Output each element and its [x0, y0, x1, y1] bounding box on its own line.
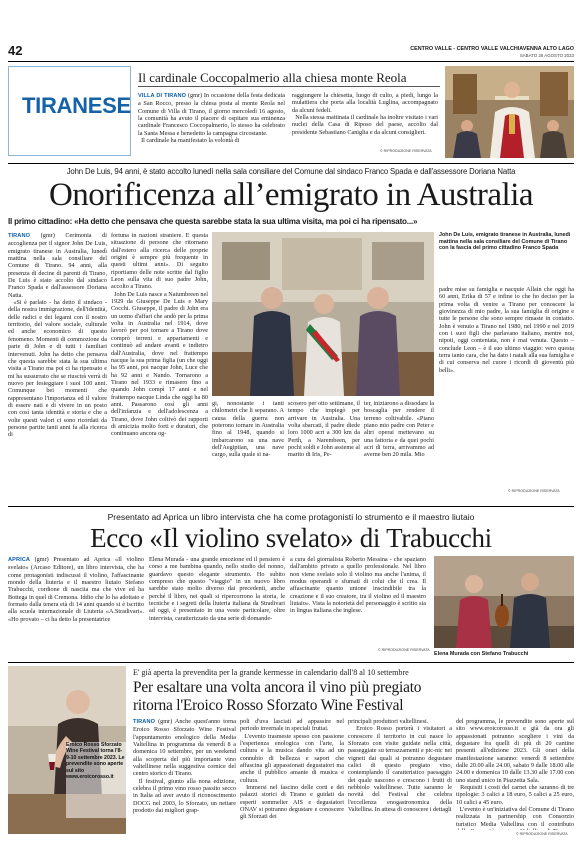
section-header: CENTRO VALLE - CENTRO VALLE VALCHIAVENNA ALTO LAGO	[410, 46, 574, 52]
article2-bottom-rule	[8, 506, 574, 507]
article2-col2: fortuna in nazioni straniere. E questa situazione di persone che ritornano dall'estero alla ricerca delle proprie origini è sempre più frequente in questi ultimi anni». Di seguito riportiamo delle note scritte dal figlio Leon sulla vita di suo padre John, accolto a Tirano. John De Luis nasce a Natumbreen nel 1929 da Giuseppe De Luis e Mary Cocchi. Giuseppe, il padre di John era un uomo d'affari che andò per la prima volta in Australia nel 1914, dove lavorò per poi tornare a Tirano dove comprò terreni e appartamenti e continuò ad andare avanti e indietro dall'Australia, dove nel frattempo nacque la sua prima figlia (un che oggi ha 95 anni, poi nacque John, Luce che ha 92 anni e Nando. Tornarono a Tirano nel 1933 e rimasero fino a quando John compì 17 anni e nel frattempo nacque Linda che oggi ha 80 anni. Passarono così gli anni dell'infanzia e dell'adolescenza a Tirano, dove John coltivò dei rapporti di amicizia molto forti e duraturi, che continuano ancora og-	[111, 232, 208, 438]
cardinal-photo-image	[445, 66, 574, 158]
trabucchi-photo-image	[434, 556, 574, 648]
section-label: TIRANESE	[22, 93, 131, 118]
article1-rule	[138, 86, 440, 87]
article2-photo-caption: John De Luis, emigrato tiranese in Australia, lunedì mattina nella sala consiliare del Comune di Tirano con la fascia del primo cittadino Franco Spada	[439, 232, 571, 252]
trabucchi-photo	[434, 556, 574, 648]
article4-photo-caption: Eroico Rosso Sforzato Wine Festival torna l'8-9-10 settembre 2023. Le prevendite sono aperte sul sito www.eroicorosso.it	[66, 742, 126, 818]
deluis-photo	[212, 232, 434, 396]
article2-subheadline: Il primo cittadino: «Ha detto che pensava che questa sarebbe stata la sua ultima visita, ma poi ci ha ripensato...»	[8, 217, 418, 226]
cardinal-photo	[445, 66, 574, 158]
article1-credit: © RIPRODUZIONE RISERVATA	[380, 149, 432, 153]
article3-photo-caption: Elena Murada con Stefano Trabucchi	[434, 651, 529, 657]
page-number: 42	[8, 43, 23, 58]
article2-overline: John De Luis, 94 anni, è stato accolto lunedì nella sala consiliare del Comune dal sindaco Franco Spada e dall'assessore Doriana Natta	[66, 167, 516, 176]
article3-headline: Ecco «Il violino svelato» di Trabucchi	[90, 523, 492, 553]
article4-overline: E' già aperta la prevendita per la grande kermesse in calendario dall'8 al 10 settembre	[133, 668, 409, 677]
article3-credit: © RIPRODUZIONE RISERVATA	[378, 648, 430, 652]
article2-col4: scosero per otto settimane, il tempo che impiegò per arrivare in Australia. Una volta sbarcati, il padre diede loro 1000 acri a 300 km da Perth, a Narembeen, per pochi soldi e John assieme al marito di Iris, Pe-	[288, 400, 360, 459]
article2-col3: gi, nonostante i tanti chilometri che li separano. A causa della guerra non poterono tornare in Australia fino al 1948, quando si imbarcarono su una nave dell'Aegiptian, una nave cargo, sulla quale si na-	[212, 400, 284, 459]
article1-col1: VILLA DI TIRANO (gmr) In occasione della festa dedicata a San Rocco, presso la chiesa posta al monte Reola nel Comune di Villa di Tirano, il giorno mercoledì 16 agosto, la comunità ha avuto il piacere di ospitare sua eminenza cardinale Francesco Coccopalmerio, lo stesso ha celebrato la Santa Messa e benedetto la campagna circostante. Il cardinale ha manifestato la volontà di	[138, 92, 285, 145]
article4-col3: principali produttori valtellinesi. Eroico Rosso porterà i visitatori a conoscere il territorio in cui nasce lo Sforzato con visite guidate nella città, passeggiate su terrazzamenti e pic-nic nei vigneti dai quali si potranno degustare calici di questo pregiato vino, contemplando il caratteristico paesaggio dei quale nascono e crescono i frutti di nebbiolo valtellinese. Tutte saranno le novità del Festival che celebra l'eccellenza enogastronomica della Valtellina. In attesa di conoscere i dettagli	[348, 718, 452, 814]
issue-date: SABATO 26 AGOSTO 2023	[519, 53, 574, 58]
article2-credit: © RIPRODUZIONE RISERVATA	[508, 489, 560, 493]
article4-credit: © RIPRODUZIONE RISERVATA	[516, 832, 568, 836]
article2-col6: padre mise su famiglia e nacquie Allain che oggi ha 60 anni, Erika di 57 e infine io che ho deciso per la prima volta di venire a Tirano per conoscere la giovinezza di mio padre, la sua famiglia di origine e tutte le persone che sono sempre rimaste in contatto. John è venuto a Tirano nel 1980, nel 1990 e nel 2019 con i suoi figli che parlavano italiano, mentre noi, nipoti, oggi contentata, non è mai venuta. Questo – conclude Leon – è il suo ultimo viaggio: vero questa terra tanto cara, che ha dato i natali alla sua famiglia e di cui conserva nel cuore i ricordi di gioventù più belli».	[439, 286, 574, 374]
article2-col1: TIRANO (gmr) Cerimonia di accoglienza per il signor John De Luis, emigrato tiranese in Australia, lunedì mattina nella sala consiliare del Comune di Tirano. 94 anni, alla presenza di decine di parenti di Tirano, De Luis è stato accolto dal sindaco Franco Spada e dall'assessore Doriana Natta. «Si è parlato - ha detto il sindaco - della nostra immigrazione, dell'identità, delle radici e dei legami con il nostro territorio, del valore sociale, culturale ed anche economico di questo fenomeno. Momenti di commozione da parte di John e di tutti i familiari intervenuti. John ha detto che pensava che questa sarebbe stata la sua ultima visita a Tirano ma poi ci ha ripensato e mi ha sussurrato che se riuscirà verrà di nuovo per festeggiare i suoi 100 anni. Comunque bei momenti che rappresentano l'importanza ed il valore di essere nati e di vivere in un posto con così tanta identità e storia e che a volte questi valori ci sono ricordati da persone partite tanti anni fa alla ricerca di	[8, 232, 107, 439]
article3-col2: Elena Murada - una grande emozione ed il pensiero è corso a me bambina quando, nello studio del nonno, guardavo questo elegante strumento. Ho subito compreso che questo "viaggio" in un nuovo libro sarebbe stato molto diverso dai precedenti, anche perché il libro, nei quali si ripercorrono la storia, le tecniche e i segreti della liuteria italiana da Stradivari ad oggi, è presentato in una veste particolare, oltre intervista, caratterizzato da una serie di domande-	[149, 556, 285, 622]
article2-headline: Onorificenza all’emigrato in Australia	[48, 177, 534, 213]
article4-headline-line1: Per esaltare una volta ancora il vino più pregiato	[133, 679, 422, 696]
article1-bottom-rule	[8, 163, 574, 164]
article4-col4: del programma, le prevendite sono aperte sul sito www.eroicorosso.it e già da ora gli appassionati potranno scegliere i vini da degustare fra quelli di più di 20 cantine presenti all'edizione 2023. Gli orari della manifestazione saranno: venerdì 8 settembre dalle 20.00 alle 24.00, sabato 9 dalle 18.00 alle 24.00 e domenica 10 dalle 13.30 alle 17.00 con uno stand unico in Piazzetta Sala. Requisiti i costi del carnet che saranno di tre tipologie: 3 calici a 18 euro, 5 calici a 25 euro, 10 calici a 45 euro. L'evento è un'iniziativa del Comune di Tirano realizzata in partnership con Consorzio turistico Media Valtellina con il contributo	[456, 718, 574, 828]
article2-col5: ter, iniziarono a dissodare la boscaglia per rendere il terreno coltivabile. «Piano piano mio padre con Peter e altri operai mettevano su una fattoria e da quei pochi acri di terra, arrivammo ad averne ben 20 mila. Mio	[364, 400, 434, 459]
article3-bottom-rule	[8, 662, 574, 663]
article3-col1: APRICA (gmr) Presentato ad Aprica «Il violino svelato» (Arcaso Editore), un libro intervista, che ha come protagonisti indiscussi il violino, l'affascinante mondo della liuteria e il maestro liutaio Stefano Trabucchi, cordione di nascita ma che vive ed ha Bottega in quel di Cremona. Iddio che lo ha adottato e formato dalla tenera età di 14 anni quando si è iscritto alla scuola internazionale di Liuteria «A.Stradivari». «Ho provato – ci ha detto la presentatrice	[8, 556, 144, 623]
article3-col3: a cura del giornalista Roberto Messina - che spaziano dall'ambito privato a quello professionale. Nel libro non viene svelato solo il violino ma anche l'anima, il modus operandi e sfumati di colui che il crea. Il affascinante quanto unione inscindibile tra la creazione e il suo creatore, tra il violino ed il maestro liutaio». Vista la notorietà del personaggio è scritto sia in lingua italiana che inglese.	[290, 556, 426, 615]
article4-col1: TIRANO (gmr) Anche quest'anno torna Eroico Rosso Sforzato Wine Festival l'appuntamento enologico della Media Valtellina in programma da venerdì 8 a domenica 10 settembre, per un weekend alla scoperta del più importante vino valtellinese nella suggestiva cornice del centro storico di Tirano. Il festival, giunto alla nona edizione, celebra il primo vino rosso passito secco in Italia ad aver avuto il riconoscimento DOCG nel 2003, lo Sforzato, un nettare prodotto dai migliori grap-	[133, 718, 236, 815]
header-rule	[8, 61, 574, 62]
article1-col2: raggiungere la chiesetta, luogo di culto, a piedi, lungo la mulattiera che porta alla località Luglina, accompagnato da alcuni fedeli. Nella stessa mattinata il cardinale ha inoltre visitato i vari nuclei della Casa di Riposo del paese, accolto dal presidente Sebastiano Caniglia e da alcuni consiglieri.	[292, 92, 438, 136]
article4-col2: poli d'uva lasciati ad appassire nel periodo invernale in speciali fruttai. L'evento trasmeste spesso con passione l'esperienza enologica con l'arte, la cultura e la musica dando vita ad un connubio di bellezza e sapori che affascina gli appassionati degustatori ma anche il pubblico amante di musica e cultura. Immersi nel fascino delle corti e dei palazzi storici di Tirano e guidati da esperti sommelier AIS e degustatori ONAV si potranno degustare e conoscere gli Sforzati dei	[240, 718, 344, 821]
deluis-photo-image	[212, 232, 434, 396]
article4-headline-line2: ritorna l'Eroico Rosso Sforzato Wine Festival	[133, 697, 404, 714]
article3-overline: Presentato ad Aprica un libro intervista che ha come protagonisti lo strumento e il maestro liutaio	[107, 512, 475, 522]
article1-headline: Il cardinale Coccopalmerio alla chiesa monte Reola	[138, 70, 407, 85]
